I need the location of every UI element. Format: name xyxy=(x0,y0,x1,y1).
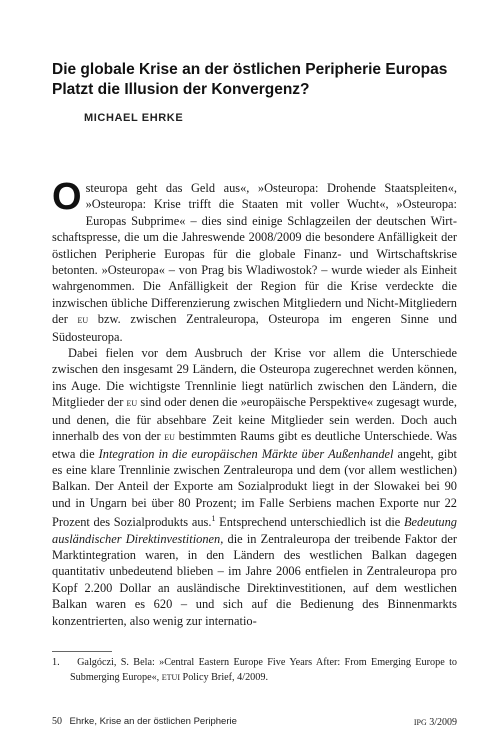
footnote xyxy=(52,656,457,685)
footnote-divider xyxy=(52,651,112,652)
footer-left xyxy=(52,716,237,727)
paragraph-2-text-e: Entsprechend unterschiedlich ist die xyxy=(215,515,404,530)
paragraph-1-text-b: bzw. zwischen Zentraleuropa, Osteuropa im engeren Sinne und Südosteuropa. xyxy=(52,312,457,344)
paragraph-2-text-d: angeht, gibt es eine klare Trennlinie zwischen Zentraleuropa und dem (vor allem westlichen) Balkan. Der Anteil der Exporte am Sozialprodukt liegt in der Slowakei bei 90 und in Ungarn bei über 80 Prozent; im Falle Serbiens machen Exporte nur 22 Prozent des Sozialprodukts aus. xyxy=(52,446,457,530)
paragraph-1 xyxy=(52,176,457,345)
article-title-line-1: Die globale Krise an der östlichen Peripherie Europas xyxy=(52,61,448,78)
footnote-number: 1. xyxy=(52,657,60,668)
footnote-reference[interactable]: 1 xyxy=(211,514,216,524)
journal-name: ipg xyxy=(413,716,427,728)
etui-abbrev: etui xyxy=(161,671,180,683)
paragraph-1-text-a: steuropa geht das Geld aus«, »Osteuropa: Drohende Staatspleiten«, »Osteuropa: Krise trifft die Staaten mit voller Wucht«, »Osteuropa: Europas Subprime« – dies sind einige Schlagzeilen der deutschen Wirtschaftspresse, die um die Jahreswende 2008/2009 die besondere Anfälligkeit der östlichen Peripherie Europas für die globale Finanz- und Wirtschaftskrise betonten. »Osteuropa« – von Prag bis Wladiwostok? – wurde wieder als Einheit wahrgenommen. Die Anfälligkeit der Region für die Krise verdeckte die inzwischen übliche Differenzierung zwischen Mitgliedern und Nicht-Mitgliedern der xyxy=(52,181,457,327)
emphasis-integration: Integration in die europäischen Märkte über Außenhandel xyxy=(98,446,394,461)
eu-abbrev: eu xyxy=(164,431,175,444)
page-number: 50 xyxy=(52,716,62,727)
footnote-text-a: Galgóczi, S. Bela: »Central Eastern Europe Five Years After: From Emerging Europe to Submerging Europe«, xyxy=(70,657,458,683)
eu-abbrev: eu xyxy=(77,314,89,327)
drop-cap: O xyxy=(52,176,82,218)
article-title xyxy=(52,60,472,100)
emphasis-direct-investment: Bedeutung ausländischer Direktinvestitionen, xyxy=(52,515,457,546)
paragraph-2-text-b: sind oder denen die »europäische Perspektive« zugesagt wurde, und denen, die für absehbare Zeit keine Mitglieder sein werden. Doch auch innerhalb des von der xyxy=(52,395,457,444)
footer-right xyxy=(414,716,457,728)
journal-issue: 3/2009 xyxy=(429,717,457,728)
article-body xyxy=(52,176,457,629)
paragraph-2-text-a: Dabei fielen vor dem Ausbruch der Krise vor allem die Unterschiede zwischen den insgesamt 29 Ländern, die Osteuropa zugerechnet werden können, ins Auge. Die wichtigste Trennlinie liegt natürlich zwischen den Ländern, die Mitglieder der xyxy=(52,346,457,410)
footnote-text-b: Policy Brief, 4/2009. xyxy=(180,672,269,683)
eu-abbrev: eu xyxy=(126,397,138,410)
article-title-line-2: Platzt die Illusion der Konvergenz? xyxy=(52,81,310,98)
paragraph-2-text-c: bestimmten Raums gibt es deutliche Unterschiede. Was etwa die xyxy=(52,429,457,461)
paragraph-2 xyxy=(52,345,457,629)
running-head: Ehrke, Krise an der östlichen Peripherie xyxy=(69,716,237,727)
paragraph-2-text-f: die in Zentraleuropa der treibende Faktor der Marktintegration waren, in den Ländern des westlichen Balkan dagegen quantitativ unbedeutend blieben – im Jahre 2006 entfielen in Zentraleuropa pro Kopf 2.200 Dollar an ausländische Direktinvestitionen, auf dem westlichen Balkan waren es 620 – und sich auf die Bedienung des Binnenmarkts konzentrierten, also wenig zur internatio- xyxy=(52,531,457,628)
author-name: MICHAEL EHRKE xyxy=(84,112,184,124)
